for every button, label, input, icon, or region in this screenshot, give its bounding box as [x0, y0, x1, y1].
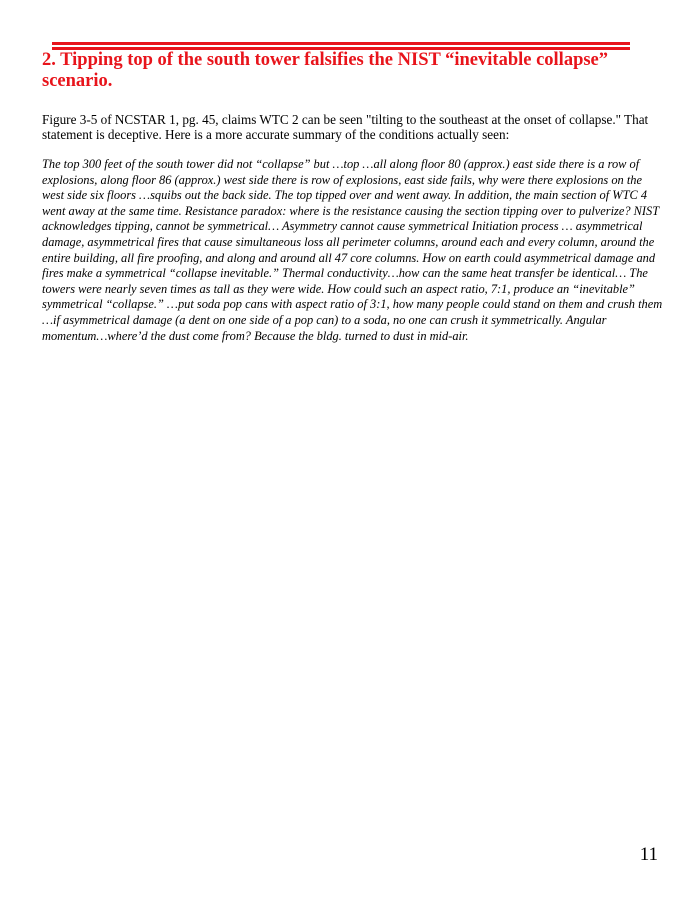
- page-number: 11: [639, 844, 658, 865]
- decorative-rule-top: [52, 42, 630, 45]
- italic-body-paragraph: The top 300 feet of the south tower did not “collapse” but …top …all along floor 80 (approx.) east side there is a row of explosions, along floor 86 (approx.) west side there is row of explosions, east side fails, why were there explosions on the west side six floors …squibs out the back side. The top tipped over and went away. In addition, the main section of WTC 4 went away at the same time. Resistance paradox: where is the resistance causing the section tipping over to pulverize? NIST acknowledges tipping, cannot be symmetrical… Asymmetry cannot cause symmetrical Initiation process … asymmetrical damage, asymmetrical fires that cause simultaneous loss all perimeter columns, around each and every column, around the entire building, all fire proofing, and along and around all 47 core columns. How on earth could asymmetrical damage and fires make a symmetrical “collapse inevitable.” Thermal conductivity…how can the same heat transfer be identical… The towers were nearly seven times as tall as they were wide. How could such an aspect ratio, 7:1, produce an “inevitable” symmetrical “collapse.” …put soda pop cans with aspect ratio of 3:1, how many people could stand on them and crush them …if asymmetrical damage (a dent on one side of a pop can) to a soda, no one can crush it symmetrically. Angular momentum…where’d the dust come from? Because the bldg. turned to dust in mid-air.: [42, 157, 663, 343]
- section-heading: 2. Tipping top of the south tower falsifies the NIST “inevitable collapse” scenario.: [42, 50, 609, 91]
- intro-paragraph: Figure 3-5 of NCSTAR 1, pg. 45, claims WTC 2 can be seen "tilting to the southeast at the onset of collapse." That statement is deceptive. Here is a more accurate summary of the conditions actually seen:: [42, 112, 649, 143]
